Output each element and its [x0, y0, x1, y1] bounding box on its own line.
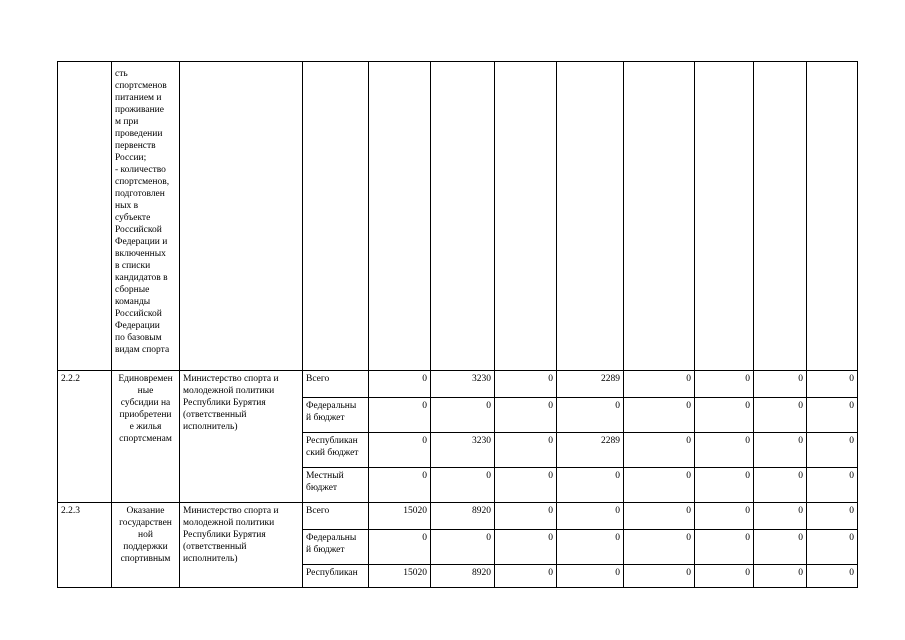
cell-value-empty: [557, 62, 624, 371]
cell-section-name: [112, 371, 180, 503]
cell-value: 0: [807, 565, 858, 588]
cell-value: 0: [754, 433, 807, 468]
cell-value: 0: [495, 503, 557, 530]
cell-funding-source: [303, 371, 369, 398]
cell-value: 0: [369, 433, 431, 468]
cell-value: 0: [624, 433, 695, 468]
table-row: [58, 371, 858, 398]
cell-value: 0: [557, 503, 624, 530]
cell-value-empty: [495, 62, 557, 371]
cell-funding-source: [303, 433, 369, 468]
cell-funding-source: [303, 398, 369, 433]
funding-source-text: Республикан ский бюджет: [306, 436, 359, 458]
cell-value: 0: [807, 433, 858, 468]
cell-value: 15020: [369, 503, 431, 530]
cell-value: 3230: [431, 433, 495, 468]
cell-value: 0: [495, 468, 557, 503]
cell-value: 8920: [431, 565, 495, 588]
cell-value: 0: [807, 503, 858, 530]
funding-source-text: Всего: [306, 374, 330, 384]
cell-value: 0: [624, 565, 695, 588]
cell-value: 0: [695, 371, 754, 398]
cell-value: 0: [369, 371, 431, 398]
cell-source-empty: [303, 62, 369, 371]
cell-value: 0: [431, 468, 495, 503]
cell-value: 2289: [557, 433, 624, 468]
cell-funding-source: [303, 530, 369, 565]
cell-value-empty: [807, 62, 858, 371]
executor-text: Министерство спорта и молодежной политики Республики Бурятия (ответственный исполнитель): [183, 506, 279, 564]
cell-value: 0: [807, 371, 858, 398]
cell-value: 0: [807, 530, 858, 565]
cell-value: 3230: [431, 371, 495, 398]
cell-funding-source: [303, 468, 369, 503]
cell-number-empty: [58, 62, 112, 371]
cell-section-number: 2.2.3: [58, 503, 112, 588]
cell-value: 0: [557, 398, 624, 433]
cell-value-empty: [754, 62, 807, 371]
cell-value: 0: [754, 530, 807, 565]
cell-value-empty: [431, 62, 495, 371]
cell-value: 0: [624, 468, 695, 503]
funding-source-text: Местный бюджет: [306, 471, 344, 493]
cell-value: 0: [695, 398, 754, 433]
cell-value: 0: [369, 468, 431, 503]
table-row-continued: [58, 62, 858, 371]
description-text: сть спортсменов питанием и проживание м при проведении первенств России; - количество спортсменов, подготовлен ных в субъекте Российской Федерации и включенных в списки кандидатов в сборные команды Российской Федерации по базовым видам спорта: [115, 69, 170, 355]
cell-value: 0: [695, 468, 754, 503]
cell-executor: [180, 503, 303, 588]
section-name-text: Оказание государствен ной поддержки спортивным: [119, 506, 172, 564]
cell-section-number: 2.2.2: [58, 371, 112, 503]
cell-value-empty: [624, 62, 695, 371]
cell-executor-empty: [180, 62, 303, 371]
cell-value: 0: [754, 503, 807, 530]
cell-value: 0: [695, 503, 754, 530]
table-row: [58, 503, 858, 530]
cell-value: 0: [495, 398, 557, 433]
cell-value: 0: [754, 565, 807, 588]
cell-executor: [180, 371, 303, 503]
funding-source-text: Республикан: [306, 568, 358, 578]
cell-value: 0: [754, 398, 807, 433]
cell-section-name: [112, 503, 180, 588]
cell-value: 0: [624, 503, 695, 530]
cell-value: 0: [557, 565, 624, 588]
cell-funding-source: [303, 565, 369, 588]
cell-funding-source: [303, 503, 369, 530]
cell-value: 0: [807, 398, 858, 433]
table-body: [58, 62, 858, 588]
cell-value: 0: [695, 530, 754, 565]
cell-value: 0: [431, 398, 495, 433]
cell-description-continued: [112, 62, 180, 371]
budget-table: [57, 61, 858, 588]
section-name-text: Единовремен ные субсидии на приобретени е жилья спортсменам: [118, 374, 173, 444]
cell-value: 0: [624, 530, 695, 565]
cell-value-empty: [695, 62, 754, 371]
cell-value-empty: [369, 62, 431, 371]
cell-value: 0: [754, 371, 807, 398]
cell-value: 0: [695, 433, 754, 468]
cell-value: 15020: [369, 565, 431, 588]
cell-value: 0: [495, 565, 557, 588]
cell-value: 2289: [557, 371, 624, 398]
cell-value: 0: [495, 530, 557, 565]
cell-value: 0: [695, 565, 754, 588]
funding-source-text: Федеральны й бюджет: [306, 401, 357, 423]
cell-value: 0: [495, 433, 557, 468]
cell-value: 0: [754, 468, 807, 503]
funding-source-text: Всего: [306, 506, 330, 516]
cell-value: 0: [624, 398, 695, 433]
cell-value: 8920: [431, 503, 495, 530]
cell-value: 0: [557, 468, 624, 503]
cell-value: 0: [369, 530, 431, 565]
cell-value: 0: [431, 530, 495, 565]
cell-value: 0: [495, 371, 557, 398]
cell-value: 0: [557, 530, 624, 565]
funding-source-text: Федеральны й бюджет: [306, 533, 357, 555]
cell-value: 0: [369, 398, 431, 433]
cell-value: 0: [624, 371, 695, 398]
executor-text: Министерство спорта и молодежной политики Республики Бурятия (ответственный исполнитель): [183, 374, 279, 432]
cell-value: 0: [807, 468, 858, 503]
